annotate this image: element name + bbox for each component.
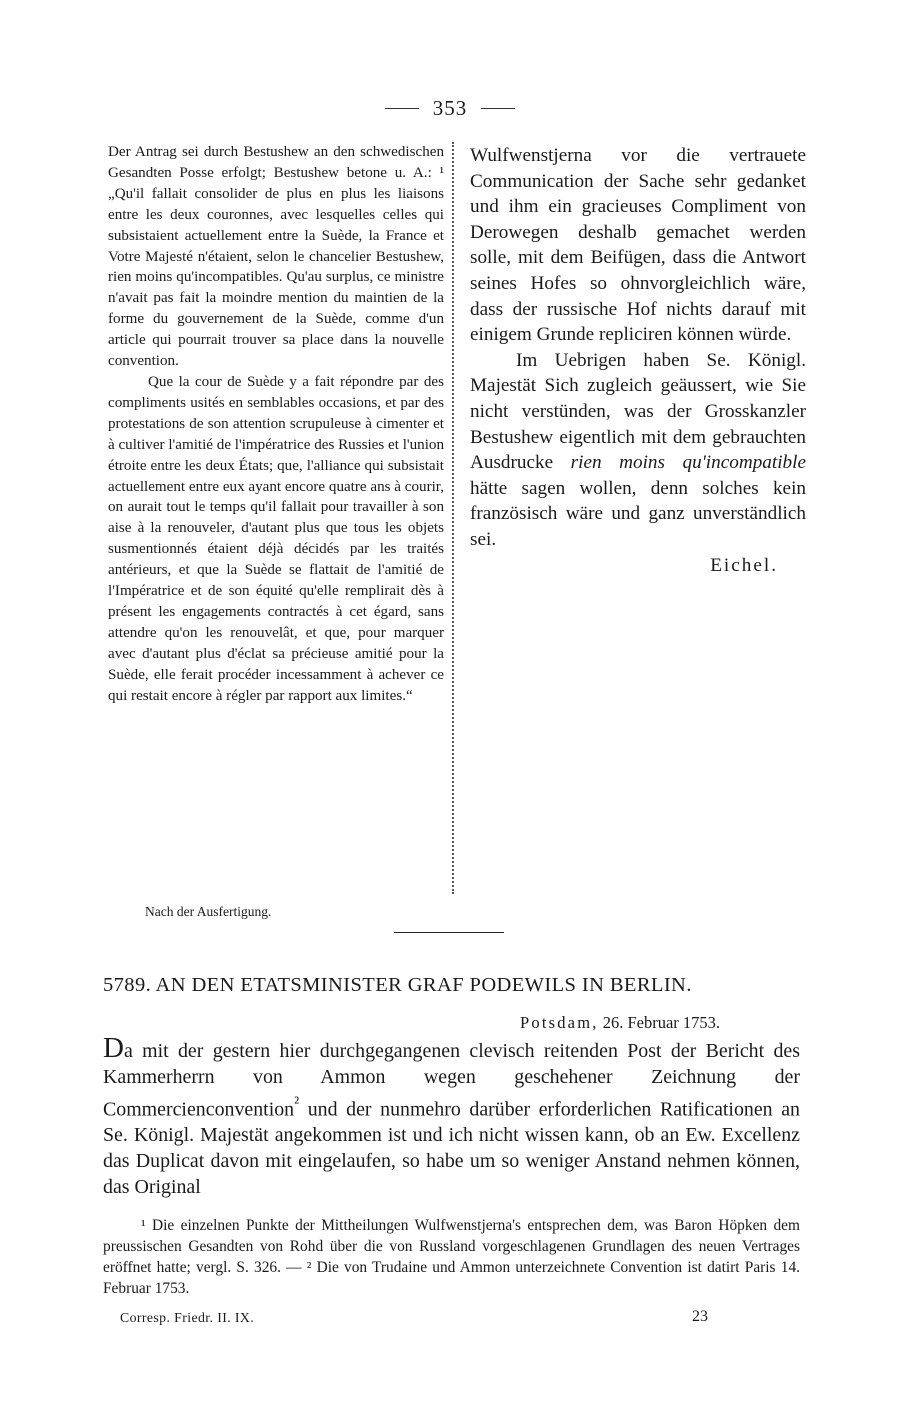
left-column (108, 142, 444, 706)
body-paragraph (103, 1032, 800, 1200)
right-paragraph-2 (470, 348, 806, 553)
footnote-text: ¹ Die einzelnen Punkte der Mittheilungen Wulfwenstjerna's entsprechen dem, was Baron Höpken dem preussischen Gesandten von Rohd über die von Russland vorgeschlagenen Grundlagen des neuen Vertrages eröffnet hatte; vergl. S. 326. — ² Die von Trudaine und Ammon unterzeichnete Convention ist datirt Paris 14. Februar 1753. (103, 1217, 800, 1297)
document-heading (103, 974, 803, 997)
left-paragraph-2: Que la cour de Suède y a fait répondre par des compliments usités en semblables occasions, et par des protestations de son attention scrupuleuse à cimenter et à cultiver l'amitié de l'impératrice des Russies et l'union étroite entre les deux États; que, l'alliance qui subsistait actuellement entre eux ayant encore quatre ans à courir, on aurait tout le temps qu'il fallait pour travailler à son aise à la renouveler, d'autant plus que tous les objets susmentionnés étaient déjà décidés par les traités antérieurs, et que la Suède se flattait de l'amitié de l'Impératrice et de son équité qu'elle remplirait dès à présent les engagements contractés à cet égard, sans attendre qu'on les renouvelât, et que, pour marquer avec d'autant plus d'éclat sa précieuse amitié pour la Suède, elle ferait procéder incessamment à achever ce qui restait encore à régler par rapport aux limites.“ (108, 373, 444, 704)
footnote-marker: ² (294, 1093, 300, 1113)
source-note: Nach der Ausfertigung. (145, 904, 272, 919)
dateline-date: 26. Februar 1753. (602, 1013, 721, 1032)
right-paragraph-2-start: Im Uebrigen haben Se. Königl. Majestät Sich zugleich geäussert, wie Sie nicht verstünden, was der Grosskanzler Bestushew eigentlich mit dem gebrauchten Ausdrucke (470, 349, 806, 474)
footer-sheet-number: 23 (692, 1308, 708, 1325)
right-column (470, 143, 806, 578)
right-paragraph-2-end: hätte sagen wollen, denn solches kein französisch wäre und ganz unverständlich sei. (470, 477, 806, 550)
dateline (520, 1013, 720, 1033)
signature: Eichel. (710, 554, 778, 576)
footer-signature-mark: Corresp. Friedr. II. IX. (120, 1310, 255, 1325)
document-number: 5789. (103, 974, 152, 996)
document-title: AN DEN ETATSMINISTER GRAF PODEWILS IN BERLIN. (155, 974, 692, 996)
page-number: 353 (432, 96, 468, 120)
header-rule-right (481, 108, 515, 109)
right-paragraph-1: Wulfwenstjerna vor die vertrauete Communication der Sache sehr gedanket und ihm ein gracieuses Compliment von Derowegen deshalb gemachet werden solle, mit dem Beifügen, dass die Antwort seines Hofes so ohnvorgleichlich wäre, dass der russische Hof nichts darauf mit einigem Grunde repliciren können würde. (470, 145, 806, 346)
initial-letter: D (103, 1032, 124, 1064)
dateline-place: Potsdam, (520, 1013, 599, 1032)
page-header (0, 96, 900, 126)
footnotes (103, 1215, 800, 1299)
body-text-end: und der nunmehro darüber erforderlichen Ratificationen an Se. Königl. Majestät angekommen ist und ich nicht wissen kann, ob an Ew. Excellenz das Duplicat davon mit eingelaufen, so habe um so weniger Anstand nehmen können, das Original (103, 1098, 800, 1198)
quoted-phrase: rien moins qu'incompatible (570, 452, 806, 474)
body-text-start: a mit der gestern hier durchgegangenen clevisch reitenden Post der Bericht des Kammerherrn von Ammon wegen geschehener Zeichnung der Commercienconvention (103, 1040, 800, 1121)
left-paragraph-1: Der Antrag sei durch Bestushew an den schwedischen Gesandten Posse erfolgt; Bestushew betone u. A.: ¹ „Qu'il fallait consolider de plus en plus les liaisons entre les deux couronnes, avec lesquelles celles qui subsistaient actuellement entre la Suède, la France et Votre Majesté n'étaient, selon le chancelier Bestushew, rien moins qu'incompatibles. Qu'au surplus, ce ministre n'avait pas fait la moindre mention du maintien de la forme du gouvernement de la Suède, comme d'un article qui pourrait trouver sa place dans la nouvelle convention. (108, 144, 444, 370)
header-rule-left (385, 108, 419, 109)
section-separator (394, 932, 504, 933)
column-divider (452, 142, 454, 894)
document-body (103, 1032, 800, 1200)
